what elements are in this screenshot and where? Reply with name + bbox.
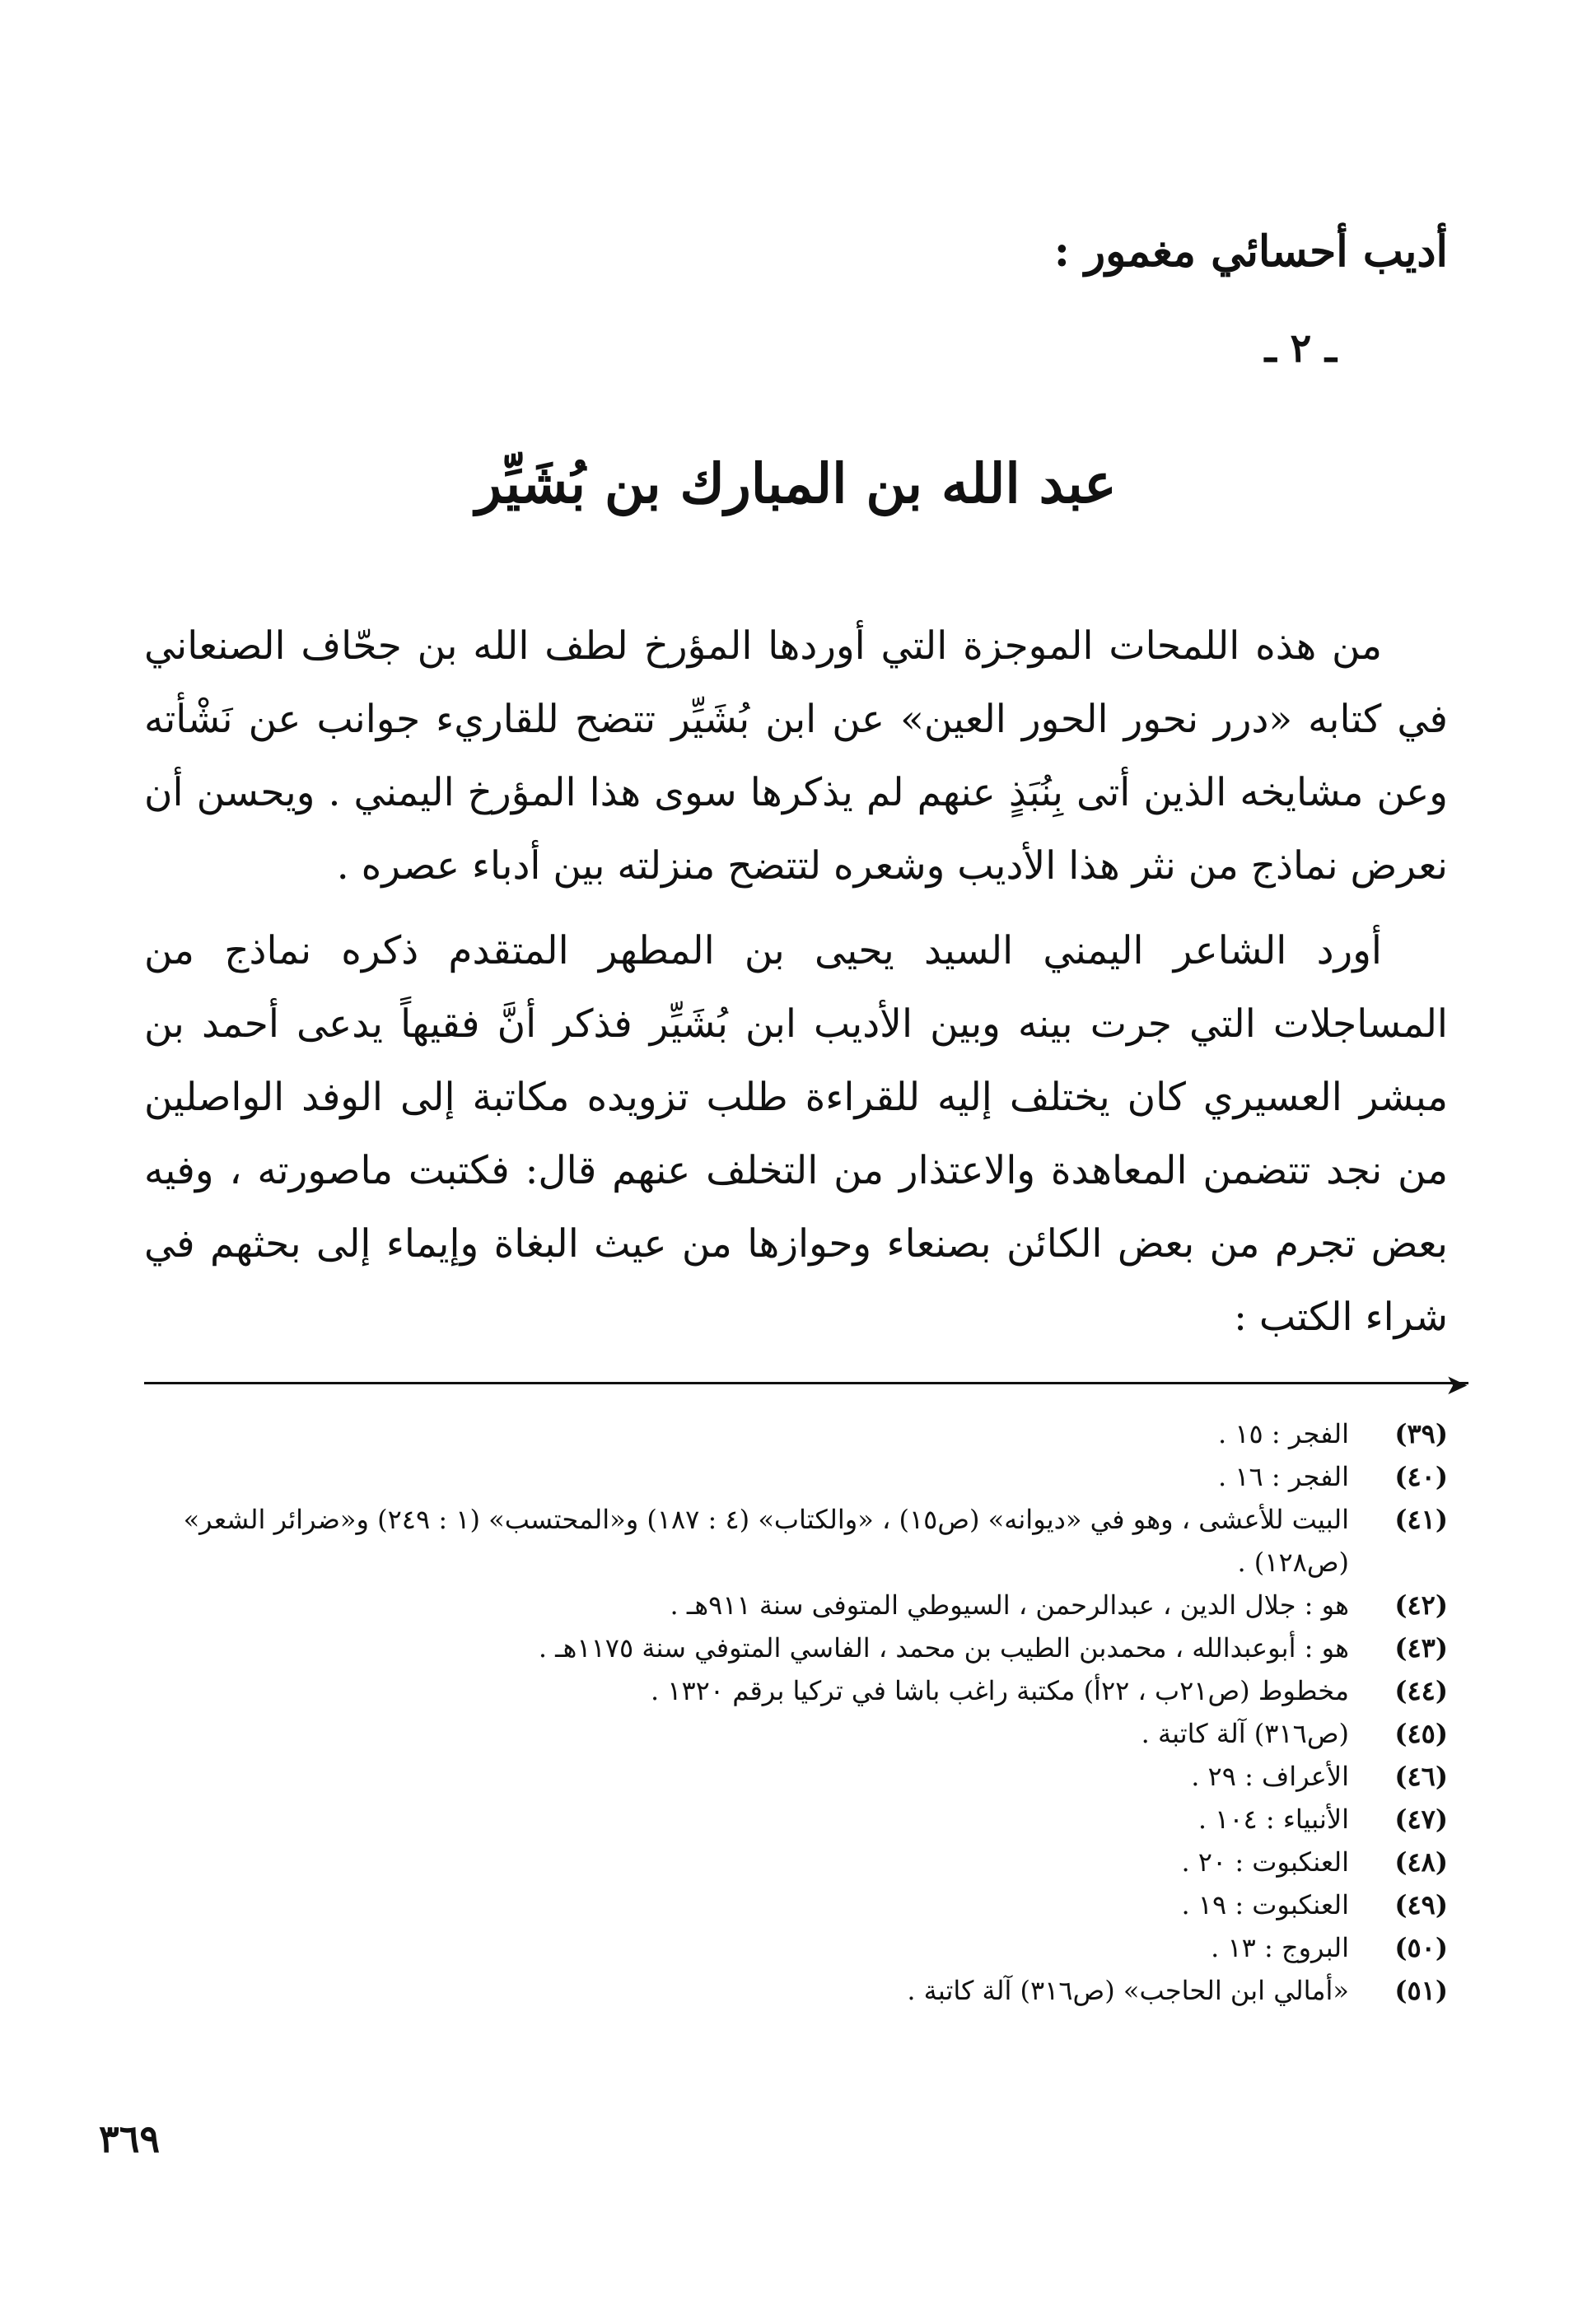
footnote-number: (٤٦) <box>1394 1761 1448 1792</box>
arrow-head-icon: ➤ <box>1445 1369 1468 1402</box>
footnote-item <box>124 1883 1448 1926</box>
footnote-text: الفجر : ١٥ . <box>1218 1418 1349 1449</box>
footnote-item <box>124 1926 1448 1969</box>
footnote-text: هو : جلال الدين ، عبدالرحمن ، السيوطي المتوفى سنة ٩١١هـ . <box>670 1589 1349 1621</box>
footnote-number: (٤٥) <box>1394 1718 1448 1749</box>
footnote-item <box>124 1584 1448 1626</box>
footnote-text: العنكبوت : ٢٠ . <box>1181 1846 1349 1878</box>
footnote-number: (٤١) <box>1394 1504 1448 1535</box>
footnote-number: (٤٧) <box>1394 1804 1448 1835</box>
footnote-number: (٤٩) <box>1394 1889 1448 1920</box>
footnote-text: الفجر : ١٦ . <box>1218 1461 1349 1492</box>
footnotes-list <box>124 1412 1448 2012</box>
body-paragraph-2 <box>144 914 1448 1354</box>
footnote-number: (٤٣) <box>1394 1632 1448 1664</box>
footnote-item <box>124 1798 1448 1841</box>
footnote-number: (٤٠) <box>1394 1461 1448 1492</box>
footnote-item <box>124 1626 1448 1669</box>
footnote-text: الأعراف : ٢٩ . <box>1191 1761 1349 1792</box>
footnote-number: (٤٢) <box>1394 1589 1448 1621</box>
page-number: ٣٦٩ <box>99 2116 161 2161</box>
footnote-item <box>124 1498 1448 1584</box>
footnote-number: (٥١) <box>1394 1975 1448 2006</box>
paragraph-text: أورد الشاعر اليمني السيد يحيى بن المطهر المتقدم ذكره نماذج من المساجلات التي جرت بينه وبين الأديب ابن بُشَيِّر فذكر أنَّ فقيهاً يدعى أحمد بن مبشر العسيري كان يختلف إليه للقراءة طلب تزويده مكاتبة إلى الوفد الواصلين من نجد تتضمن المعاهدة والاعتذار من التخلف عنهم قال: فكتبت ماصورته ، وفيه بعض تجرم من بعض الكائن بصنعاء وحوازها من عيث البغاة وإيماء إلى بحثهم في شراء الكتب : <box>144 928 1448 1340</box>
body-paragraph-1 <box>144 609 1448 903</box>
footnote-text: البروج : ١٣ . <box>1211 1932 1349 1963</box>
footnote-text: هو : أبوعبدالله ، محمدبن الطيب بن محمد ، الفاسي المتوفي سنة ١١٧٥هـ . <box>538 1632 1349 1664</box>
footnote-item <box>124 1455 1448 1498</box>
footnote-item <box>124 1755 1448 1798</box>
footnote-number: (٤٤) <box>1394 1675 1448 1706</box>
section-number: ـ ٢ ـ <box>1264 325 1337 371</box>
footnote-item <box>124 1841 1448 1883</box>
footnote-divider <box>144 1382 1468 1384</box>
footnote-item <box>124 1712 1448 1755</box>
footnote-item <box>124 1969 1448 2012</box>
footnote-text: البيت للأعشى ، وهو في «ديوانه» (ص١٥) ، «والكتاب» (٤ : ١٨٧) و«المحتسب» (١ : ٢٤٩) و«ضرائر الشعر» (ص١٢٨) . <box>183 1504 1349 1578</box>
footnote-text: العنكبوت : ١٩ . <box>1181 1889 1349 1920</box>
footnote-number: (٥٠) <box>1394 1932 1448 1963</box>
footnote-text: الأنبياء : ١٠٤ . <box>1198 1804 1349 1835</box>
footnote-item <box>124 1412 1448 1455</box>
footnote-text: (ص٣١٦) آلة كاتبة . <box>1141 1718 1349 1749</box>
paragraph-text: من هذه اللمحات الموجزة التي أوردها المؤرخ لطف الله بن جحّاف الصنعاني في كتابه «درر نحور الحور العين» عن ابن بُشَيِّر تتضح للقاريء جوانب عن نَشْأته وعن مشايخه الذين أتى بِنُبَذٍ عنهم لم يذكرها سوى هذا المؤرخ اليمني . ويحسن أن نعرض نماذج من نثر هذا الأديب وشعره لتتضح منزلته بين أدباء عصره . <box>144 623 1448 889</box>
footnote-text: «أمالي ابن الحاجب» (ص٣١٦) آلة كاتبة . <box>907 1975 1349 2006</box>
footnote-number: (٤٨) <box>1394 1846 1448 1878</box>
chapter-title: عبد الله بن المبارك بن بُشَيِّر <box>475 451 1117 516</box>
running-title: أديب أحسائي مغمور : <box>1053 226 1448 277</box>
footnote-number: (٣٩) <box>1394 1418 1448 1449</box>
footnote-text: مخطوط (ص٢١ب ، ٢٢أ) مكتبة راغب باشا في تركيا برقم ١٣٢٠ . <box>650 1675 1349 1706</box>
footnote-item <box>124 1669 1448 1712</box>
